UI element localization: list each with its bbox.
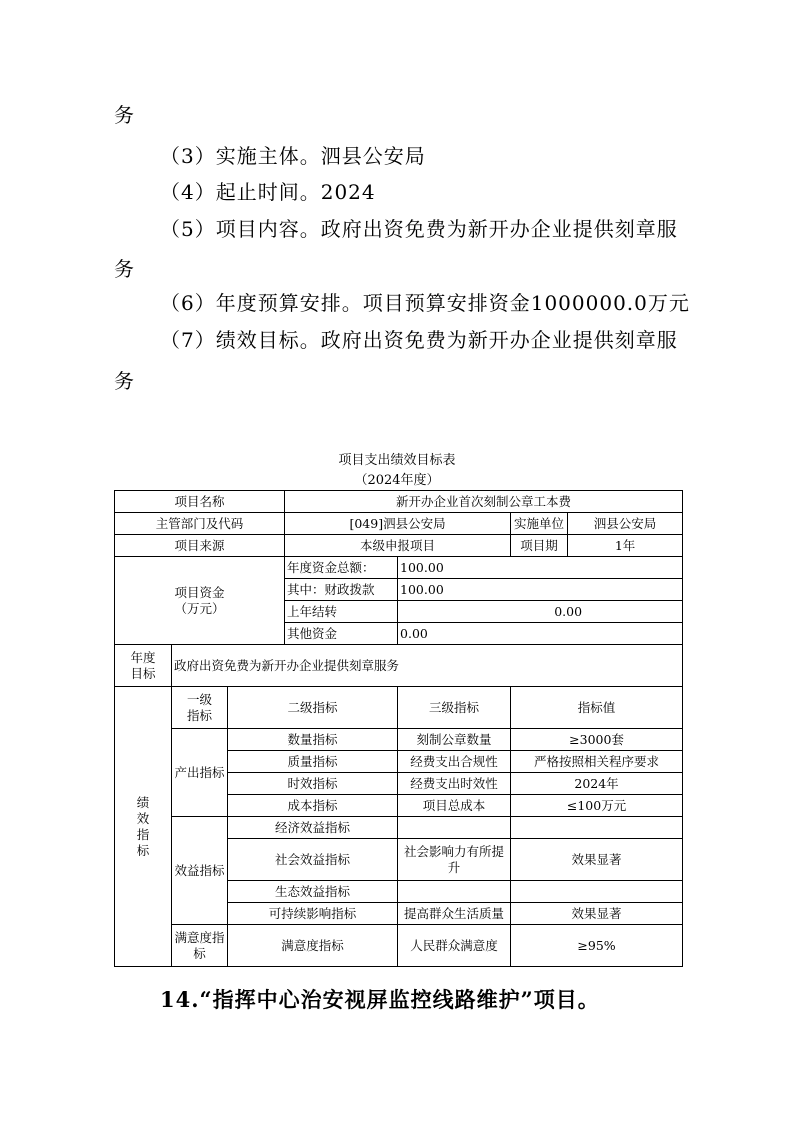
col-level2-header: 二级指标 [228,687,398,729]
para-line-1: 务 [114,103,135,127]
output-l3: 项目总成本 [398,795,511,817]
output-l2: 成本指标 [228,795,398,817]
para-line-5: 务 [114,257,135,281]
funds-carry-value: 0.00 [398,601,683,623]
source-label: 项目来源 [115,535,285,557]
period-label: 项目期 [511,535,568,557]
benefit-l2: 经济效益指标 [228,817,398,839]
goal-label-line-1: 年度 [130,649,156,665]
table-row [115,535,683,557]
satisfaction-value: ≥95% [511,925,683,967]
project-name-label: 项目名称 [115,491,285,513]
output-l3: 刻制公章数量 [398,729,511,751]
project-name-value: 新开办企业首次刻制公章工本费 [285,491,683,513]
benefit-l3-empty [398,817,511,839]
table-row [115,729,683,751]
unit-label: 实施单位 [511,513,568,535]
table-row [115,645,683,687]
col-level1-line-1: 一级 [186,691,212,707]
funds-label [115,557,285,645]
perf-indicators-label [115,687,172,967]
table-row [115,557,683,579]
period-value: 1年 [568,535,683,557]
benefit-value-empty [511,817,683,839]
funds-other-label: 其他资金 [285,623,398,645]
table-row [115,925,683,967]
funds-fiscal-label: 其中：财政拨款 [285,579,398,601]
source-value: 本级申报项目 [285,535,511,557]
funds-label-line-1: 项目资金 [174,584,225,600]
output-value: 2024年 [511,773,683,795]
output-label: 产出指标 [172,729,228,817]
funds-fiscal-value: 100.00 [398,579,683,601]
unit-value: 泗县公安局 [568,513,683,535]
dept-label: 主管部门及代码 [115,513,285,535]
benefit-l3-empty [398,881,511,903]
output-value: ≥3000套 [511,729,683,751]
para-line-6: （6）年度预算安排。项目预算安排资金1000000.0万元 [160,291,690,315]
satisfaction-label-line-2: 标 [193,945,206,961]
funds-total-label: 年度资金总额： [285,557,398,579]
goal-label-line-2: 目标 [130,665,156,681]
output-l2: 时效指标 [228,773,398,795]
col-level3-header: 三级指标 [398,687,511,729]
para-line-3: （4）起止时间。2024 [160,180,376,204]
perf-label-char: 绩 [136,794,150,810]
benefit-value: 效果显著 [511,903,683,925]
satisfaction-label [172,925,228,967]
table-year: （2024年度） [354,473,440,488]
next-section-heading: 14.“指挥中心治安视屏监控线路维护”项目。 [160,987,600,1012]
output-l3: 经费支出时效性 [398,773,511,795]
para-line-8: 务 [114,369,135,393]
benefit-l2: 生态效益指标 [228,881,398,903]
satisfaction-l2: 满意度指标 [228,925,398,967]
col-level1-line-2: 指标 [186,707,212,723]
funds-total-value: 100.00 [398,557,683,579]
perf-label-char: 指 [136,826,150,842]
benefit-label: 效益指标 [172,817,228,925]
perf-label-char: 效 [136,810,150,826]
col-value-header: 指标值 [511,687,683,729]
benefit-value: 效果显著 [511,839,683,881]
output-value: 严格按照相关程序要求 [511,751,683,773]
funds-other-value: 0.00 [398,623,683,645]
dept-value: [049]泗县公安局 [285,513,511,535]
funds-carry-label: 上年结转 [285,601,398,623]
table-row [115,687,683,729]
benefit-l2: 社会效益指标 [228,839,398,881]
para-line-4: （5）项目内容。政府出资免费为新开办企业提供刻章服 [160,217,678,241]
perf-label-char: 标 [136,842,150,858]
benefit-l3-line-1: 社会影响力有所提 [404,843,505,859]
funds-label-line-2: （万元） [174,600,225,616]
benefit-value-empty [511,881,683,903]
para-line-2: （3）实施主体。泗县公安局 [160,144,426,168]
table-row [115,491,683,513]
benefit-l3: 提高群众生活质量 [398,903,511,925]
table-title: 项目支出绩效目标表 [338,453,456,468]
benefit-l2: 可持续影响指标 [228,903,398,925]
output-value: ≤100万元 [511,795,683,817]
benefit-l3-line-2: 升 [447,859,461,875]
table-row [115,817,683,839]
output-l2: 质量指标 [228,751,398,773]
satisfaction-label-line-1: 满意度指 [174,929,225,945]
satisfaction-l3: 人民群众满意度 [398,925,511,967]
goal-label [115,645,172,687]
output-l2: 数量指标 [228,729,398,751]
goal-value: 政府出资免费为新开办企业提供刻章服务 [172,645,683,687]
para-line-7: （7）绩效目标。政府出资免费为新开办企业提供刻章服 [160,328,678,352]
col-level1-header [172,687,228,729]
output-l3: 经费支出合规性 [398,751,511,773]
table-row [115,513,683,535]
performance-table [114,490,683,967]
benefit-l3 [398,839,511,881]
